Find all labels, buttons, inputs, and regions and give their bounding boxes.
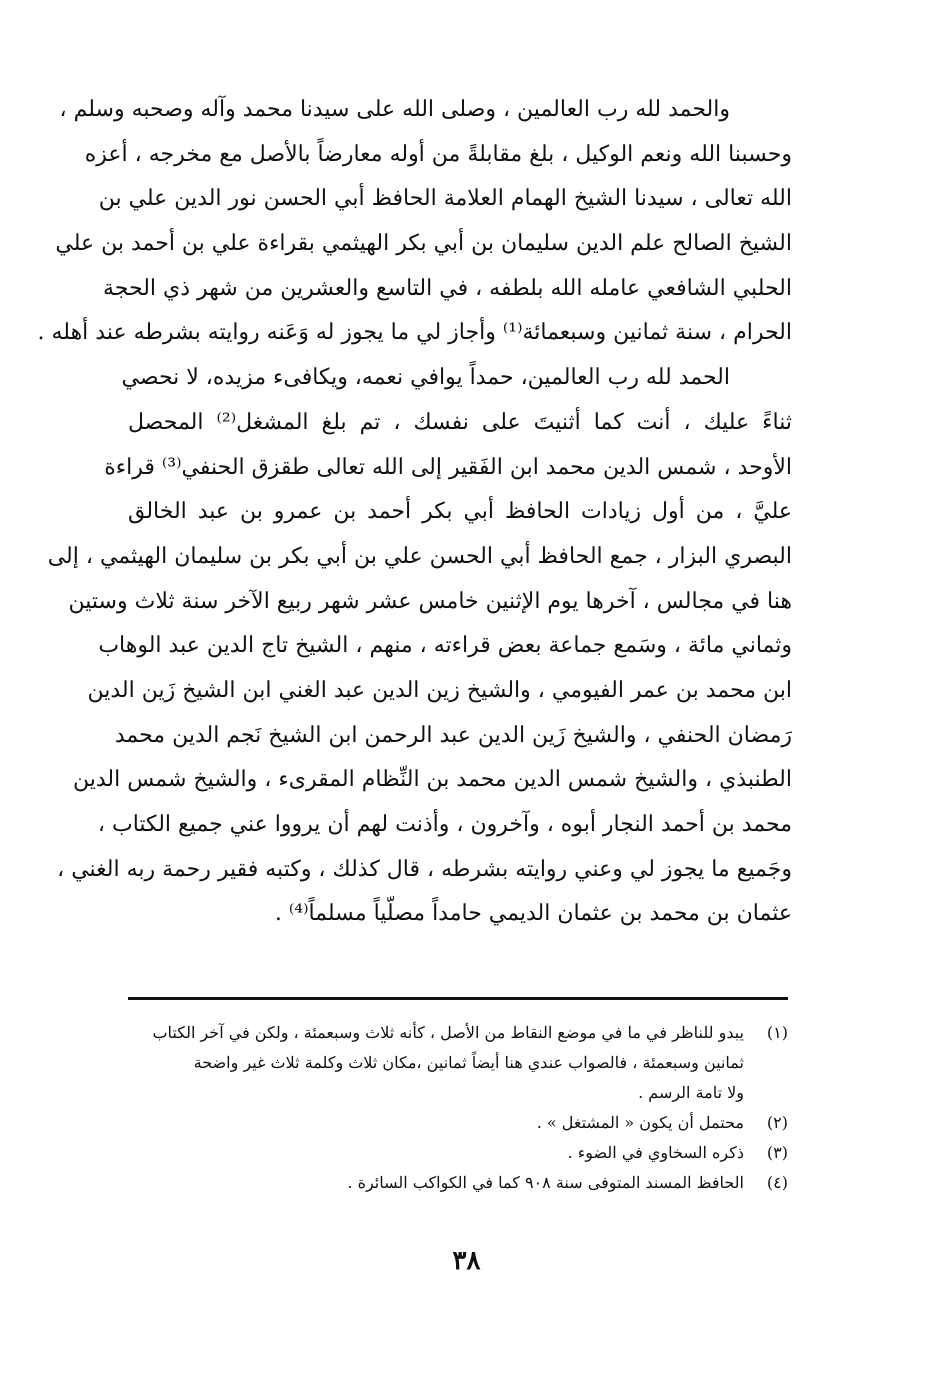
text-line: الحرام ، سنة ثمانين وسبعمائة⁽¹⁾ وأجاز لي ما يجوز له وَعَنه روايته بشرطه عند أهله .: [37, 320, 792, 346]
text-line: عليَّ ، من أول زيادات الحافظ أبي بكر أحمد بن عمرو بن عبد الخالق: [128, 499, 792, 525]
text-line: وحسبنا الله ونعم الوكيل ، بلغ مقابلةً من أوله معارضاً بالأصل مع مخرجه ، أعزه: [84, 141, 792, 167]
footnote-number: (٤): [766, 1173, 788, 1192]
text-line: الله تعالى ، سيدنا الشيخ الهمام العلامة الحافظ أبي الحسن نور الدين علي بن: [98, 186, 792, 212]
footnote-4: [128, 1168, 788, 1198]
text-line: عثمان بن محمد بن عثمان الديمي حامداً مصلّياً مسلماً⁽⁴⁾ .: [274, 901, 792, 927]
footnote-text: ولا تامة الرسم .: [638, 1083, 744, 1102]
footnote-text: ثمانين وسبعمئة ، فالصواب عندي هنا أيضاً ثمانين ،مكان ثلاث وكلمة ثلاث غير واضحة: [193, 1053, 744, 1072]
footnote-text: ذكره السخاوي في الضوء .: [567, 1143, 744, 1162]
text-line: هنا في مجالس ، آخرها يوم الإثنين خامس عشر شهر ربيع الآخر سنة ثلاث وستين: [68, 588, 792, 614]
footnote-number: (٢): [766, 1113, 788, 1132]
footnote-text: يبدو للناظر في ما في موضع النقاط من الأصل ، كأنه ثلاث وسبعمئة ، ولكن في آخر الكتاب: [152, 1023, 744, 1042]
footnote-separator: [128, 997, 788, 1000]
text-line: وجَميع ما يجوز لي وعني روايته بشرطه ، قال كذلك ، وكتبه فقير رحمة ربه الغني ،: [57, 856, 792, 882]
footnote-text: محتمل أن يكون « المشتغل » .: [536, 1113, 744, 1132]
footnote-text: الحافظ المسند المتوفى سنة ٩٠٨ كما في الكواكب السائرة .: [347, 1173, 744, 1192]
text-line: ابن محمد بن عمر الفيومي ، والشيخ زين الدين عبد الغني ابن الشيخ زَين الدين: [87, 677, 792, 703]
text-line: وثماني مائة ، وسَمع جماعة بعض قراءته ، منهم ، الشيخ تاج الدين عبد الوهاب: [98, 633, 792, 659]
text-line: الحمد لله رب العالمين، حمداً يوافي نعمه، ويكافىء مزيده، لا نحصي: [121, 365, 730, 391]
footnote-3: [128, 1138, 788, 1168]
text-line: الحلبي الشافعي عامله الله بلطفه ، في التاسع والعشرين من شهر ذي الحجة: [103, 275, 792, 301]
text-line: الشيخ الصالح علم الدين سليمان بن أبي بكر الهيثمي بقراءة علي بن أحمد بن علي: [55, 231, 792, 257]
text-line: الطنبذي ، والشيخ شمس الدين محمد بن النِّظام المقرىء ، والشيخ شمس الدين: [72, 767, 792, 793]
text-line: والحمد لله رب العالمين ، وصلى الله على سيدنا محمد وآله وصحبه وسلم ،: [59, 97, 730, 122]
text-line: محمد بن أحمد النجار أبوه ، وآخرون ، وأذنت لهم أن يرووا عني جميع الكتاب ،: [97, 812, 792, 837]
footnote-number: (٣): [766, 1143, 788, 1162]
page-number: ٣٨: [452, 1246, 481, 1276]
footnote-1: [128, 1018, 788, 1048]
text-line: رَمضان الحنفي ، والشيخ زَين الدين عبد الرحمن ابن الشيخ نَجم الدين محمد: [114, 722, 792, 748]
footnote-2: [128, 1108, 788, 1138]
text-line: الأوحد ، شمس الدين محمد ابن الفَقير إلى الله تعالى طقزق الحنفي⁽³⁾ قراءة: [104, 454, 792, 480]
footnotes: [128, 1018, 788, 1198]
main-text: [37, 88, 792, 937]
text-line: ثناءً عليك ، أنت كما أثنيتَ على نفسك ، تم بلغ المشغل⁽²⁾ المحصل: [128, 409, 792, 435]
text-line: البصري البزار ، جمع الحافظ أبي الحسن علي بن أبي بكر بن سليمان الهيثمي ، إلى: [47, 543, 792, 569]
footnote-number: (١): [766, 1023, 788, 1042]
